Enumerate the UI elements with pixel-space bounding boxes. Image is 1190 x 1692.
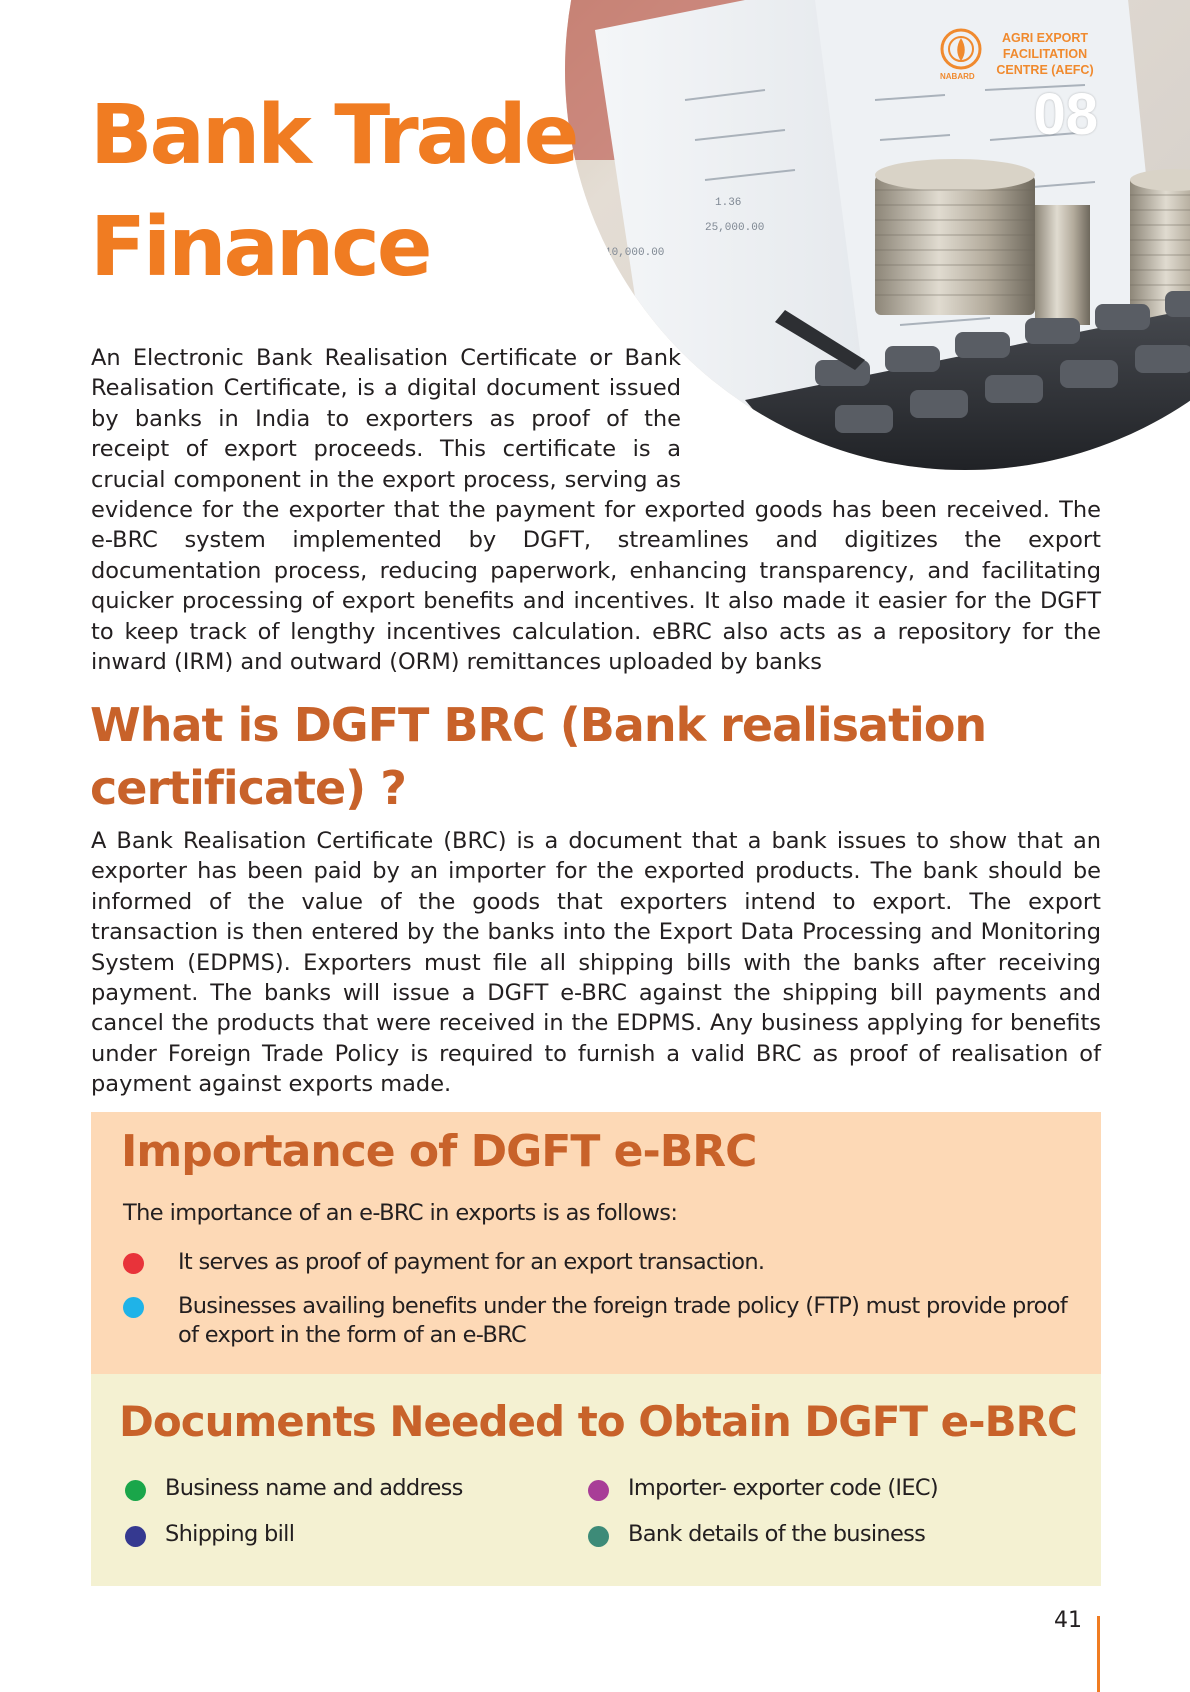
ledger-figure: 1.36 [715, 197, 742, 209]
logo-text [990, 30, 1100, 78]
bullet-dot-icon [125, 1480, 146, 1501]
aefc-logo [938, 28, 1098, 88]
ledger-figure: 25,000.00 [705, 222, 765, 234]
importance-heading: Importance of DGFT e-BRC [121, 1126, 757, 1177]
documents-heading: Documents Needed to Obtain DGFT e-BRC [119, 1397, 1077, 1446]
importance-panel [91, 1112, 1101, 1374]
page-title [90, 80, 576, 304]
logo-line: AGRI EXPORT [1001, 31, 1089, 45]
importance-lead: The importance of an e-BRC in exports is as follows: [123, 1200, 678, 1226]
chapter-number: 08 [1033, 82, 1098, 147]
bullet-dot-icon [123, 1297, 144, 1318]
title-line-1: Bank Trade [90, 88, 577, 183]
documents-panel: Documents Needed to Obtain DGFT e-BRC Business name and address Importer- exporter code (IEC) Shipping bill Bank details of the business [91, 1374, 1101, 1586]
ledger-figure: 10,000.00 [605, 247, 665, 259]
photo-wrap-spacer [681, 343, 1101, 465]
list-item [123, 1292, 1083, 1352]
bullet-text: Businesses availing benefits under the foreign trade policy (FTP) must provide proof of export in the form of an e-BRC [178, 1293, 1068, 1348]
logo-subtext: NABARD [940, 72, 975, 81]
bullet-dot-icon [588, 1526, 609, 1547]
logo-line: CENTRE (AEFC) [996, 63, 1094, 77]
list-item [123, 1248, 1083, 1278]
bullet-dot-icon [123, 1253, 144, 1274]
bullet-dot-icon [125, 1526, 146, 1547]
page-number: 41 [1054, 1608, 1082, 1633]
logo-line: FACILITATION [1002, 47, 1088, 61]
bullet-dot-icon [588, 1480, 609, 1501]
page-number-rule [1097, 1616, 1100, 1692]
nabard-logo-icon [938, 28, 984, 78]
dgft-brc-heading: What is DGFT BRC (Bank realisation certificate) ? [90, 698, 987, 815]
dgft-brc-paragraph: A Bank Realisation Certificate (BRC) is a document that a bank issues to show that an exporter has been paid by an importer for the exported products. The bank should be informed of the value of the goods that exporters intend to export. The export transaction is then entered by the banks into the Export Data Processing and Monitoring System (EDPMS). Exporters must file all shipping bills with the banks after receiving payment. The banks will issue a DGFT e-BRC against the shipping bill payments and cancel the products that were received in the EDPMS. Any business applying for benefits under Foreign Trade Policy is required to furnish a valid BRC as proof of realisation of payment against exports made. [91, 828, 1101, 1098]
intro-section [91, 343, 1101, 677]
intro-paragraph: An Electronic Bank Realisation Certificate or Bank Realisation Certificate, is a digital document issued by banks in India to exporters as proof of the receipt of export proceeds. This certificate is a crucial component in the export process, serving as evidence for the exporter that the payment for exported goods has been received. The e-BRC system implemented by DGFT, streamlines and digitizes the export documentation process, reducing paperwork, enhancing transparency, and facilitating quicker processing of export benefits and incentives. It also made it easier for the DGFT to keep track of lengthy incentives calculation. eBRC also acts as a repository for the inward (IRM) and outward (ORM) remittances uploaded by banks [91, 345, 1101, 676]
title-line-2: Finance [90, 200, 430, 295]
bullet-text: It serves as proof of payment for an export transaction. [178, 1249, 765, 1275]
